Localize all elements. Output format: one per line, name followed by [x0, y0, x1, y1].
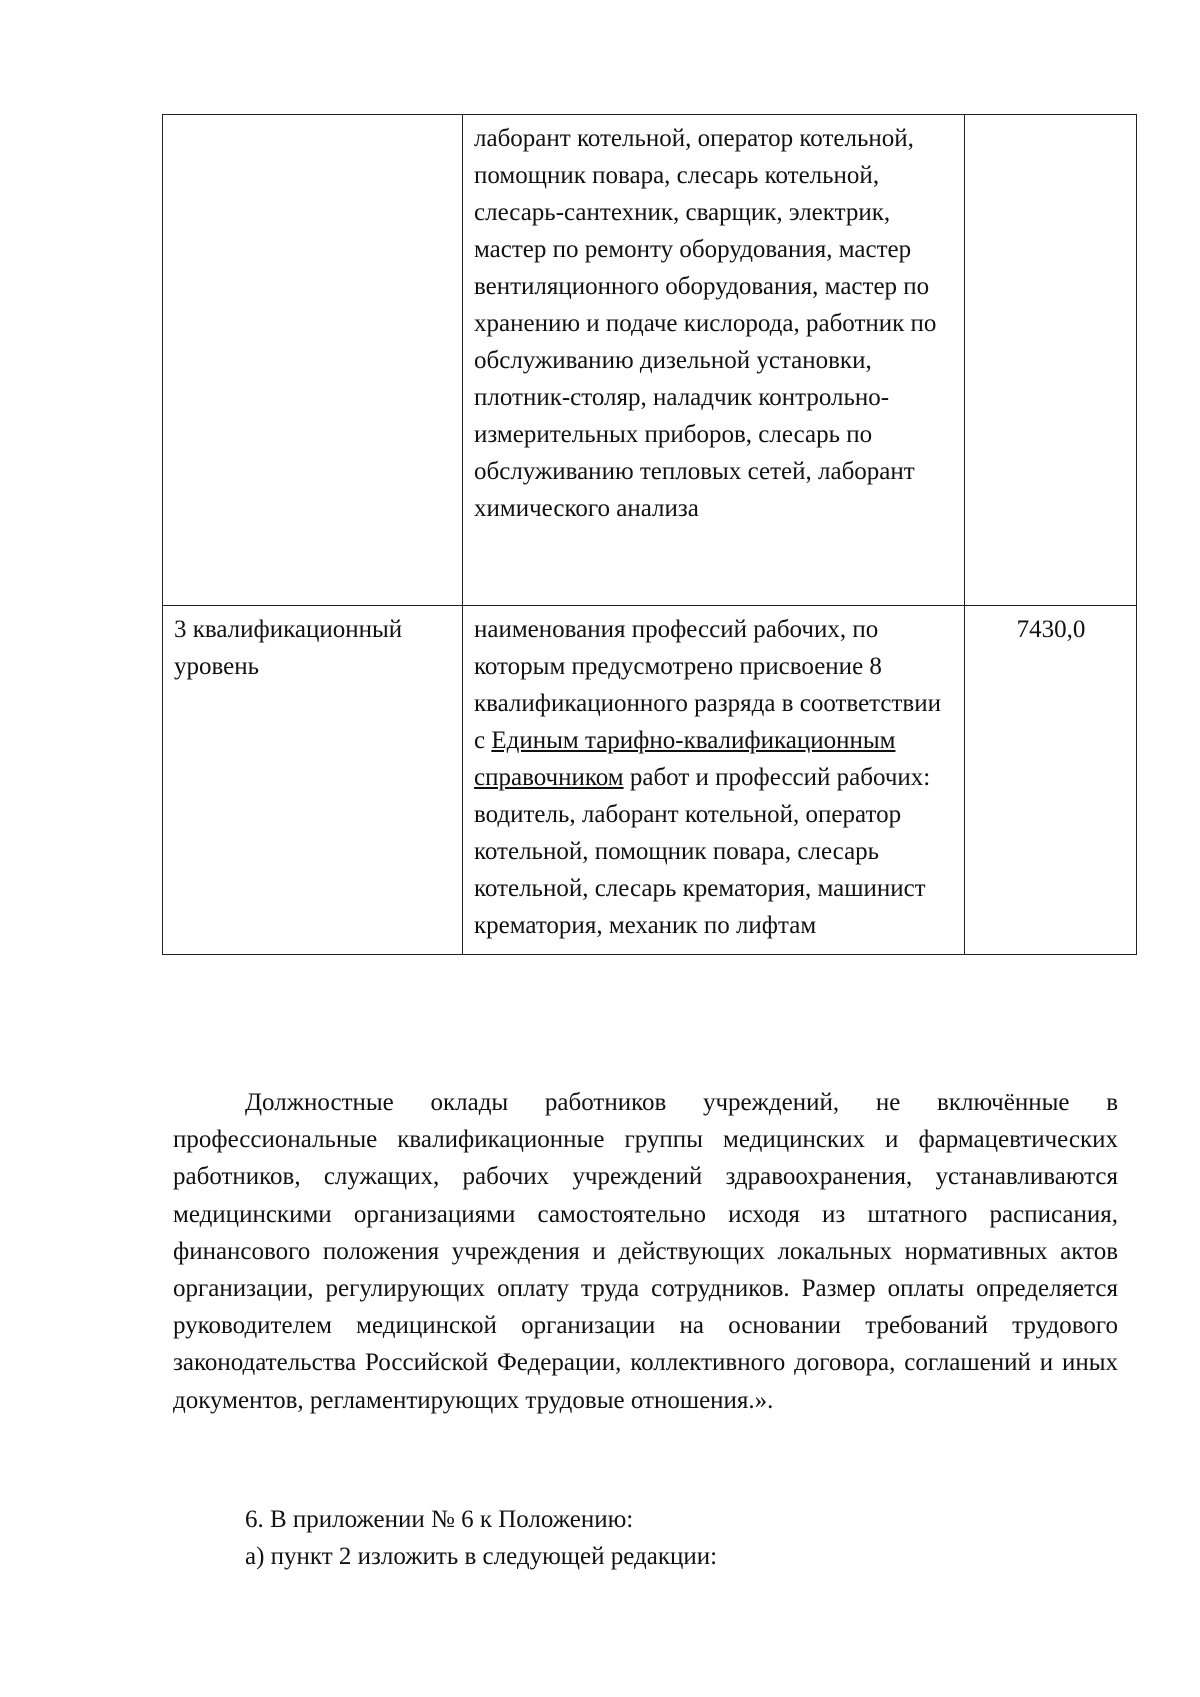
salary-table [162, 114, 1137, 955]
salary-cell: 7430,0 [965, 606, 1137, 955]
item-6a-text: а) пункт 2 изложить в следующей редакции: [245, 1543, 718, 1570]
professions-text: работ и профессий рабочих: водитель, лаборант котельной, оператор котельной, помощник повара, слесарь котельной, слесарь крематория, машинист крематория, механик по лифтам [474, 764, 931, 939]
qualification-level-cell [163, 115, 463, 606]
qualification-level-cell: 3 квалификационный уровень [163, 606, 463, 955]
etks-reference-link[interactable]: Единым тарифно-квалификационным справочником [474, 727, 896, 791]
table-row [163, 115, 1137, 606]
item-6-heading: 6. В приложении № 6 к Положению: [245, 1506, 634, 1533]
professions-cell [463, 606, 965, 955]
professions-cell: лаборант котельной, оператор котельной, помощник повара, слесарь котельной, слесарь-сантехник, сварщик, электрик, мастер по ремонту оборудования, мастер вентиляционного оборудования, мастер по хранению и подаче кислорода, работник по обслуживанию дизельной установки, плотник-столяр, наладчик контрольно-измерительных приборов, слесарь по обслуживанию тепловых сетей, лаборант химического анализа [463, 115, 965, 606]
salary-cell [965, 115, 1137, 606]
salary-paragraph: Должностные оклады работников учреждений, не включённые в профессиональные квалификационные группы медицинских и фармацевтических работников, служащих, рабочих учреждений здравоохранения, устанавливаются медицинскими организациями самостоятельно исходя из штатного расписания, финансового положения учреждения и действующих локальных нормативных актов организации, регулирующих оплату труда сотрудников. Размер оплаты определяется руководителем медицинской организации на основании требований трудового законодательства Российской Федерации, коллективного договора, соглашений и иных документов, регламентирующих трудовые отношения.». [173, 1089, 1118, 1414]
table-row [163, 606, 1137, 955]
professions-text: наименования профессий рабочих, по которым предусмотрено присвоение 8 квалификационного разряда в соответствии с [474, 616, 941, 754]
